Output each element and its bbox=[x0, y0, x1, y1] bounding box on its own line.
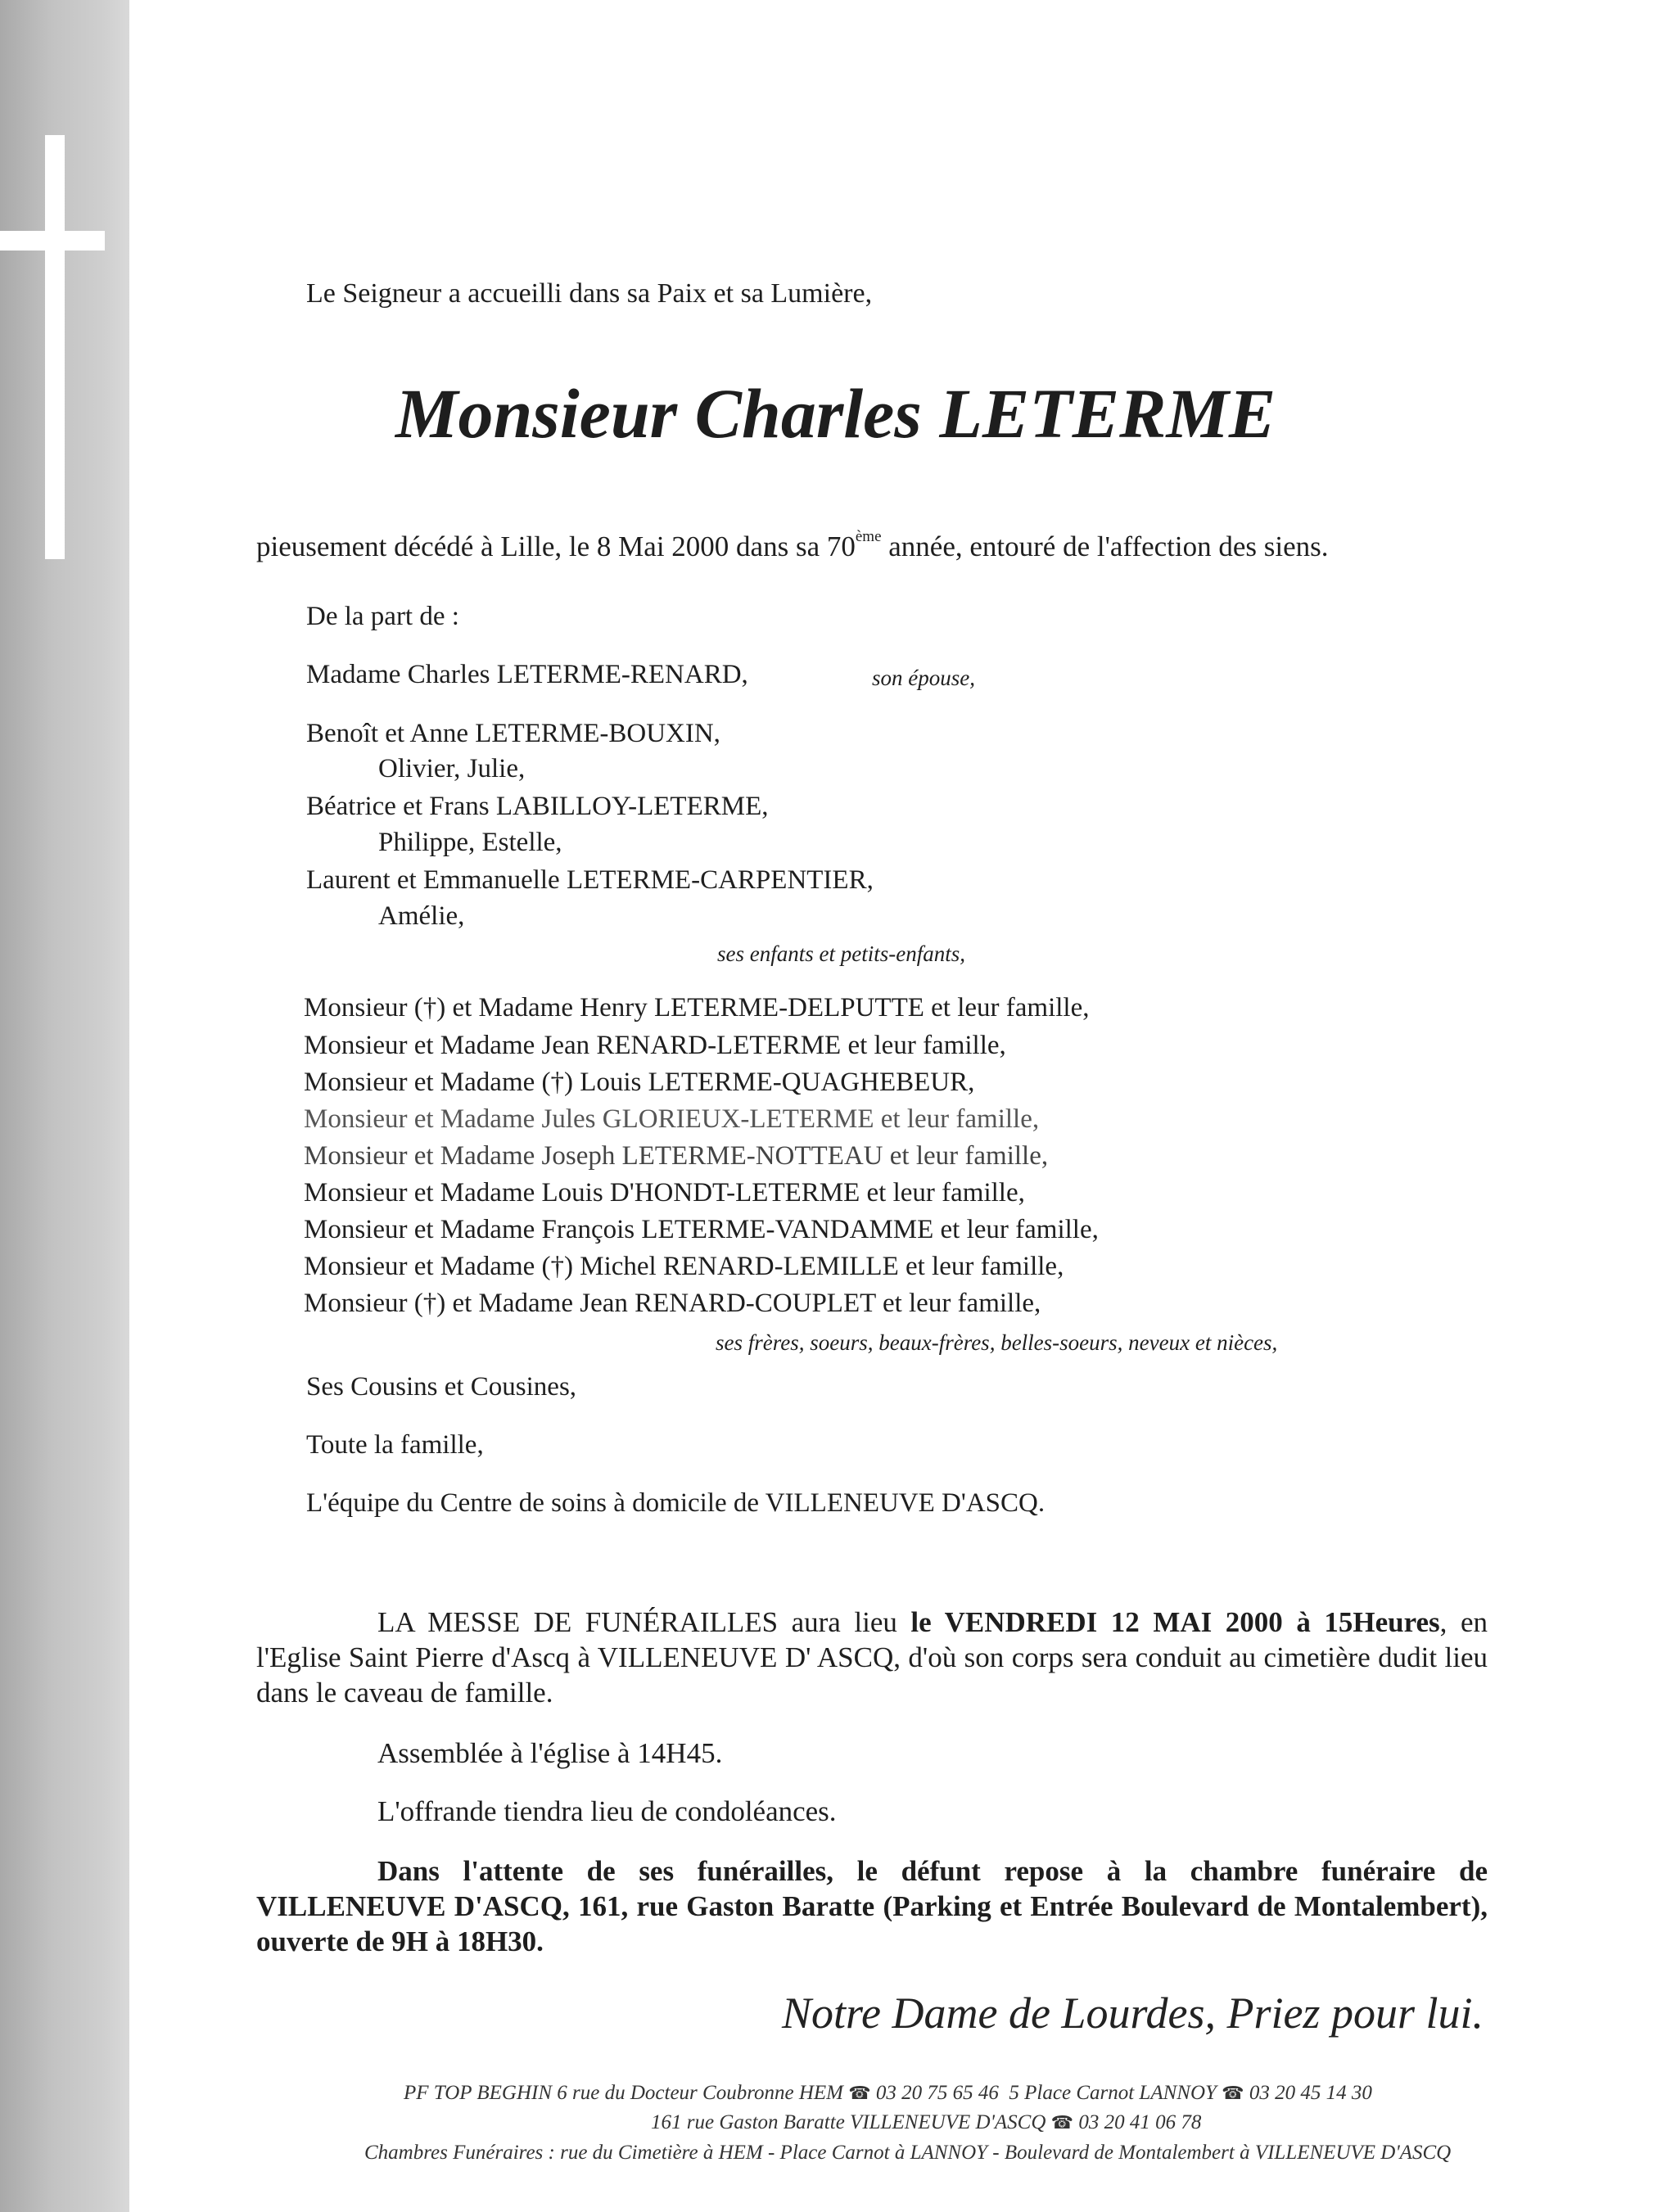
family-line: Philippe, Estelle, bbox=[378, 828, 562, 857]
offering-note: L'offrande tiendra lieu de condoléances. bbox=[377, 1795, 837, 1827]
sibling-line: Monsieur et Madame (†) Michel RENARD-LEMILLE et leur famille, bbox=[304, 1252, 1064, 1281]
deceased-name: Monsieur Charles LETERME bbox=[395, 374, 1276, 453]
spouse-name: Madame Charles LETERME-RENARD, bbox=[306, 660, 748, 689]
cross-icon-bar bbox=[0, 231, 105, 251]
family-line: Laurent et Emmanuelle LETERME-CARPENTIER, bbox=[306, 865, 874, 895]
sibling-line: Monsieur et Madame Louis D'HONDT-LETERME et leur famille, bbox=[304, 1178, 1025, 1208]
left-margin-band bbox=[0, 0, 129, 2212]
prayer-signature: Notre Dame de Lourdes, Priez pour lui. bbox=[782, 1989, 1484, 2038]
family-line: Béatrice et Frans LABILLOY-LETERME, bbox=[306, 792, 769, 821]
rest-notice: Dans l'attente de ses funérailles, le défunt repose à la chambre funéraire de VILLENEUVE D'ASCQ, 161, rue Gaston Baratte (Parking et Entrée Boulevard de Montalembert), ouverte de 9H à 18H30. bbox=[256, 1855, 1488, 1957]
cousins-line: Ses Cousins et Cousines, bbox=[306, 1372, 577, 1402]
family-line: Benoît et Anne LETERME-BOUXIN, bbox=[306, 719, 720, 748]
care-team-line: L'équipe du Centre de soins à domicile de VILLENEUVE D'ASCQ. bbox=[306, 1488, 1046, 1518]
cross-icon bbox=[45, 135, 65, 559]
footer-line-2: 161 rue Gaston Baratte VILLENEUVE D'ASCQ ☎ 03 20 41 06 78 bbox=[651, 2111, 1202, 2133]
spouse-role: son épouse, bbox=[872, 666, 975, 690]
funeral-announcement: LA MESSE DE FUNÉRAILLES aura lieu le VENDREDI 12 MAI 2000 à 15Heures, en l'Eglise Saint Pierre d'Ascq à VILLENEUVE D' ASCQ, d'où son corps sera conduit au cimetière dudit lieu dans le caveau de famille. bbox=[256, 1606, 1488, 1709]
footer-line-3: Chambres Funéraires : rue du Cimetière à HEM - Place Carnot à LANNOY - Boulevard de Montalembert à VILLENEUVE D'ASCQ bbox=[364, 2142, 1452, 2164]
phone-icon: ☎ bbox=[1222, 2083, 1244, 2103]
sibling-line: Monsieur et Madame François LETERME-VANDAMME et leur famille, bbox=[304, 1215, 1099, 1244]
family-line: Toute la famille, bbox=[306, 1430, 484, 1460]
family-line: Amélie, bbox=[378, 901, 465, 931]
footer-line-1: PF TOP BEGHIN 6 rue du Docteur Coubronne HEM ☎ 03 20 75 65 46 5 Place Carnot LANNOY ☎ 03 20 45 14 30 bbox=[404, 2082, 1372, 2104]
intro-text: Le Seigneur a accueilli dans sa Paix et sa Lumière, bbox=[306, 278, 873, 309]
sibling-line: Monsieur (†) et Madame Henry LETERME-DELPUTTE et leur famille, bbox=[304, 993, 1090, 1022]
phone-icon: ☎ bbox=[848, 2083, 871, 2103]
sibling-line: Monsieur et Madame (†) Louis LETERME-QUAGHEBEUR, bbox=[304, 1068, 975, 1097]
children-role: ses enfants et petits-enfants, bbox=[717, 941, 965, 966]
sibling-line: Monsieur et Madame Joseph LETERME-NOTTEAU et leur famille, bbox=[304, 1141, 1049, 1171]
death-notice: pieusement décédé à Lille, le 8 Mai 2000 dans sa 70ème année, entouré de l'affection des siens. bbox=[256, 528, 1329, 562]
from-label: De la part de : bbox=[306, 602, 459, 631]
sibling-line: Monsieur et Madame Jean RENARD-LETERME et leur famille, bbox=[304, 1031, 1006, 1060]
assembly-time: Assemblée à l'église à 14H45. bbox=[377, 1737, 723, 1769]
family-line: Olivier, Julie, bbox=[378, 754, 526, 783]
siblings-role: ses frères, soeurs, beaux-frères, belles-soeurs, neveux et nièces, bbox=[716, 1330, 1278, 1355]
phone-icon: ☎ bbox=[1050, 2112, 1074, 2133]
sibling-line: Monsieur (†) et Madame Jean RENARD-COUPLET et leur famille, bbox=[304, 1289, 1041, 1318]
sibling-line: Monsieur et Madame Jules GLORIEUX-LETERME et leur famille, bbox=[304, 1104, 1040, 1134]
